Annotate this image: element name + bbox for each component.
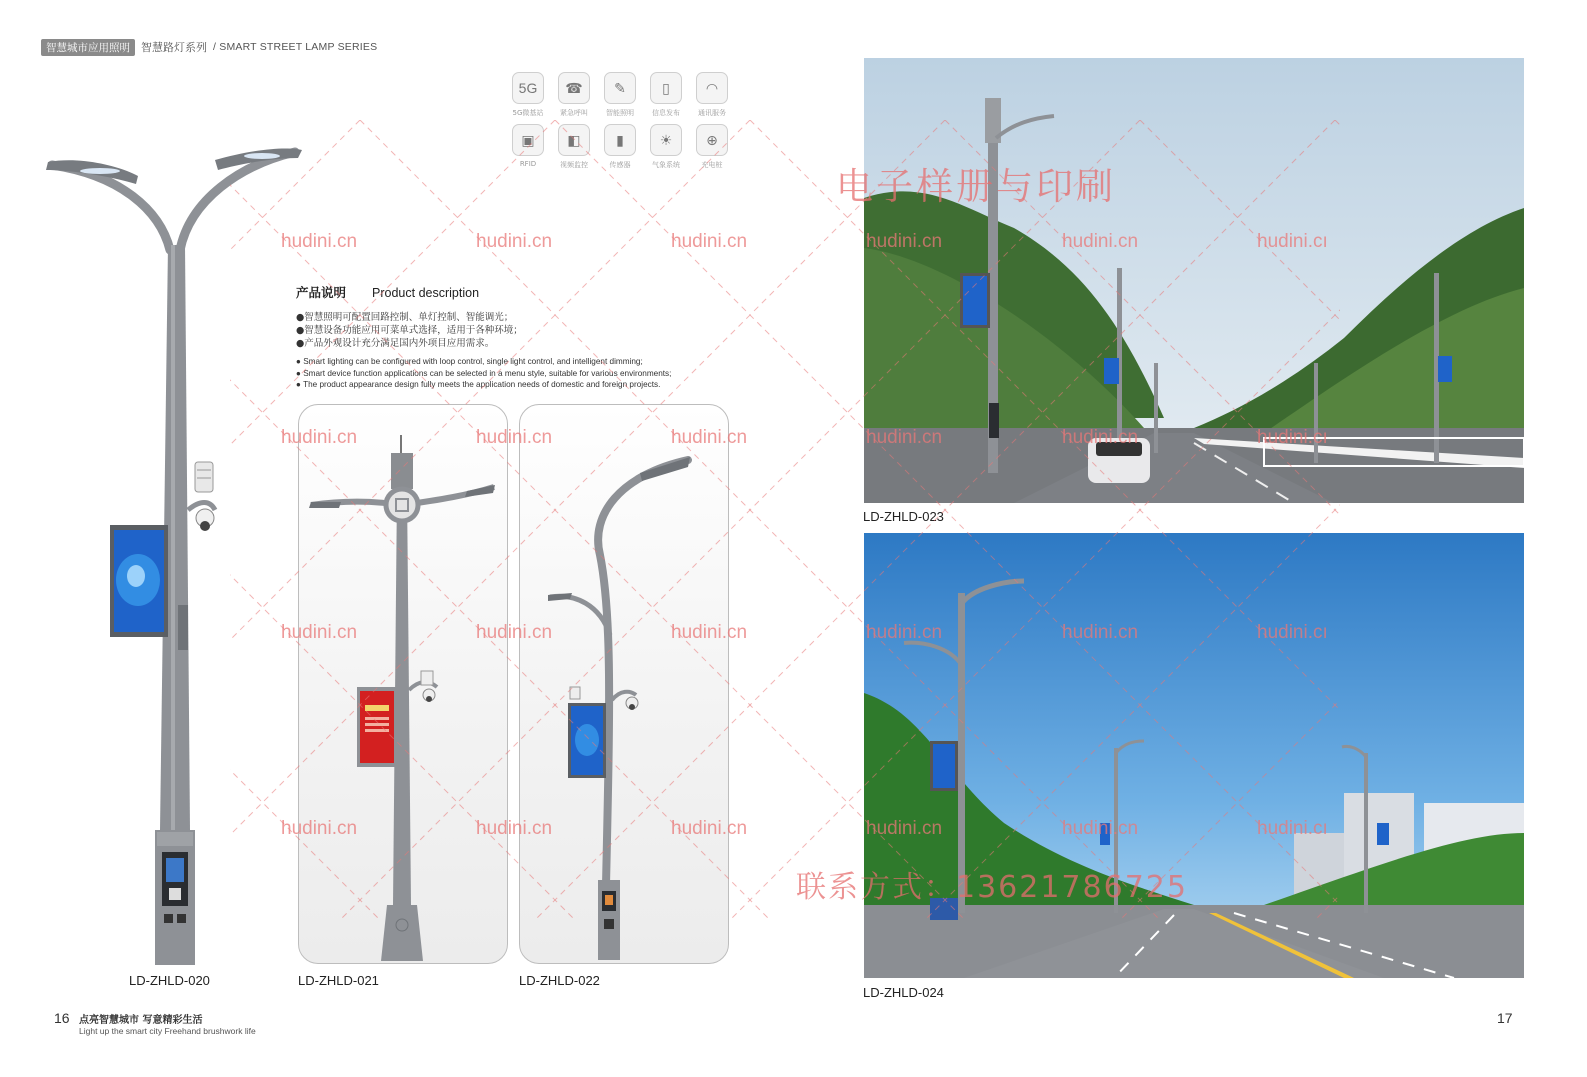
feature-item [551,72,597,118]
watermark-site: hudini.cn [671,622,748,643]
watermark-site: hudini.cn [866,818,943,839]
watermark-site: hudini.cn [866,427,943,448]
watermark-site: hudini.cn [1062,427,1139,448]
header-english: / SMART STREET LAMP SERIES [213,41,378,53]
footer-slogan-zh: 点亮智慧城市 写意精彩生活 [79,1015,203,1026]
page-number-right: 17 [1497,1010,1513,1026]
weather-icon: ☀ [650,124,682,156]
watermark-site: hudini.cn [476,427,553,448]
feature-item [689,124,735,170]
watermark-site: hudini.cn [866,231,943,252]
description-list-zh [296,311,736,350]
watermark-site: hudini.cı [1257,427,1328,448]
feature-label: 气象系统 [652,161,680,169]
watermark-site: hudini.cn [281,622,358,643]
watermark-site: hudini.cn [866,622,943,643]
rfid-icon: ▣ [512,124,544,156]
watermark-site: hudini.cn [476,622,553,643]
watermark-site: hudini.cn [281,231,358,252]
street-photo-024 [864,533,1524,978]
watermark-site: hudini.cn [1062,231,1139,252]
description-title-en: Product description [372,286,480,300]
feature-item [643,124,689,170]
sensor-icon: ▮ [604,124,636,156]
watermark-title: 电子样册与印刷 [836,165,1116,208]
smart-lighting-icon: ✎ [604,72,636,104]
model-label-024: LD-ZHLD-024 [863,985,944,1000]
watermark-site: hudini.cn [1062,818,1139,839]
product-description [296,283,736,391]
5g-icon: 5G [512,72,544,104]
feature-item [643,72,689,118]
feature-label: 5G微基站 [512,109,544,117]
description-item: ●产品外观设计充分满足国内外项目应用需求。 [296,338,495,349]
feature-item [505,72,551,118]
page-number-left: 16 [54,1010,70,1026]
watermark-contact: 联系方式：13621786725 [796,870,1188,905]
watermark-site: hudini.cn [476,231,553,252]
watermark-site: hudini.cn [476,818,553,839]
street-photo-023 [864,58,1524,503]
description-title-zh: 产品说明 [296,285,347,300]
footer-slogan-en: Light up the smart city Freehand brushwork life [79,1026,256,1036]
camera-icon: ◧ [558,124,590,156]
street-scene-024 [864,533,1524,978]
header-tag: 智慧城市应用照明 [41,39,135,56]
model-label-023: LD-ZHLD-023 [863,509,944,524]
watermark-site: hudini.cn [1062,622,1139,643]
feature-label: RFID [519,160,537,168]
description-item: ●智慧照明可配置回路控制、单灯控制、智能调光； [296,312,514,323]
feature-label: 信息发布 [652,109,680,117]
watermark-site: hudini.cn [281,427,358,448]
description-item: ● The product appearance design fully meets the application needs of domestic and foreign projects. [296,380,661,389]
charging-icon: ⊕ [696,124,728,156]
emergency-call-icon: ☎ [558,72,590,104]
description-list-en [296,356,736,391]
info-display-icon: ▯ [650,72,682,104]
feature-label: 紧急呼叫 [560,109,588,117]
wifi-icon: ◠ [696,72,728,104]
product-panel-021 [298,404,508,964]
lamp-illustration-021 [299,405,508,964]
feature-item [597,124,643,170]
watermark-site: hudini.cı [1257,622,1328,643]
feature-icon-grid [505,72,737,170]
description-item: ● Smart lighting can be configured with loop control, single light control, and intelligent dimming; [296,357,643,366]
feature-label: 智能照明 [606,109,634,117]
feature-label: 视频监控 [560,161,588,169]
feature-item [505,124,551,170]
description-item: ●智慧设备功能应用可菜单式选择，适用于各种环境； [296,325,523,336]
feature-item [551,124,597,170]
model-label-020: LD-ZHLD-020 [129,973,210,988]
street-scene-023 [864,58,1524,503]
watermark-site: hudini.cı [1257,231,1328,252]
feature-item [689,72,735,118]
model-label-021: LD-ZHLD-021 [298,973,379,988]
product-panel-022 [519,404,729,964]
watermark-site: hudini.cn [671,818,748,839]
page-header [41,39,377,55]
lamp-illustration-020 [40,140,310,970]
watermark-site: hudini.cn [671,427,748,448]
header-category: 智慧路灯系列 [141,41,207,54]
watermark-site: hudini.cı [1257,818,1328,839]
watermark-site: hudini.cn [671,231,748,252]
feature-label: 通讯服务 [698,109,726,117]
watermark-line [1530,120,1587,920]
model-label-022: LD-ZHLD-022 [519,973,600,988]
feature-item [597,72,643,118]
feature-label: 传感器 [609,161,631,169]
description-item: ● Smart device function applications can be selected in a menu style, suitable for various environments; [296,368,672,378]
watermark-site: hudini.cn [281,818,358,839]
lamp-illustration-022 [520,405,729,964]
feature-label: 充电桩 [701,161,723,169]
